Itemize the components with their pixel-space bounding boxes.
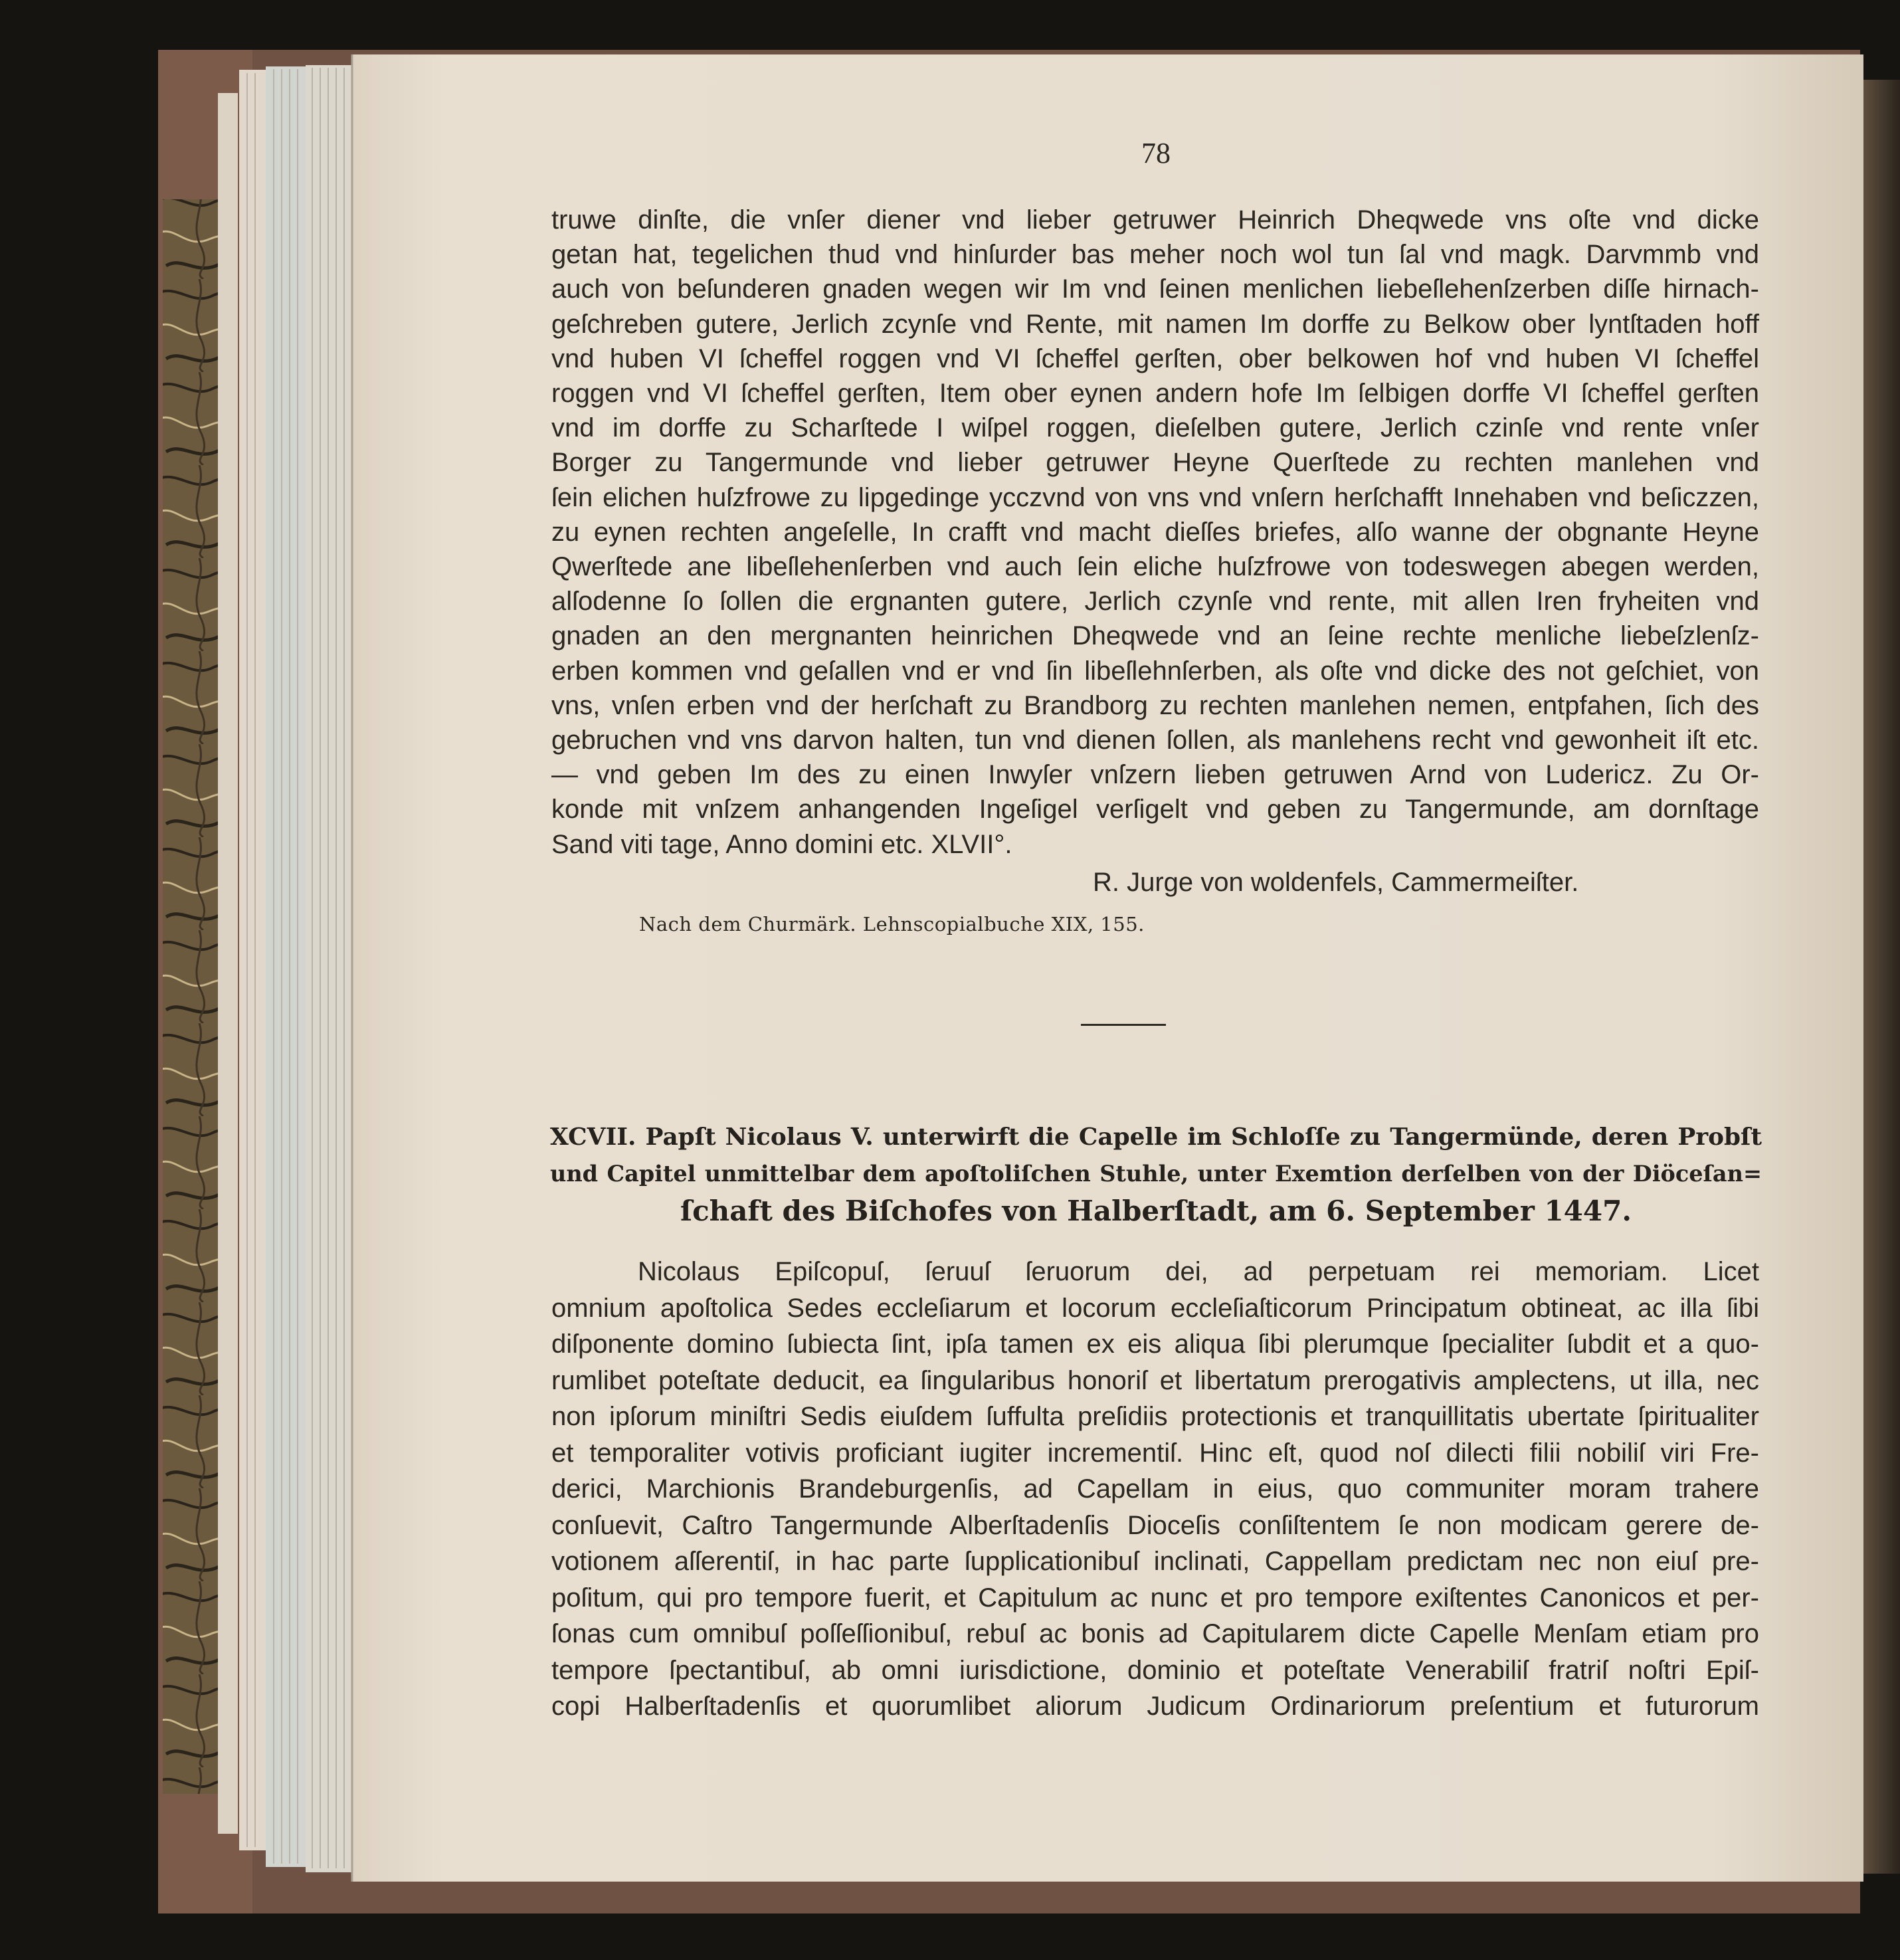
text-line: non ipſorum miniſtri Sedis eiuſdem ſuffulta preſidiis protectionis et tranquillitatis ubertate ſpiritualiter — [551, 1402, 1759, 1431]
text-line: alſodenne ſo ſollen die ergnanten gutere, Jerlich czynſe vnd rente, mit allen Iren fryheiten vnd — [551, 587, 1759, 617]
text-line: copi Halberſtadenſis et quorumlibet aliorum Judicum Ordinariorum preſentium et futurorum — [551, 1692, 1759, 1721]
text-line: votionem aſſerentiſ, in hac parte ſupplicationibuſ inclinati, Cappellam predictam nec non eiuſ pre- — [551, 1547, 1759, 1576]
text-line: tempore ſpectantibuſ, ab omni iurisdictione, dominio et poteſtate Venerabiliſ fratriſ noſtri Epiſ- — [551, 1655, 1759, 1685]
papal-bull-paragraph — [551, 1254, 1759, 1725]
text-line: getan hat, tegelichen thud vnd hinſurder bas meher noch wol tun ſal vnd magk. Darvmmb vnd — [551, 240, 1759, 270]
text-line: zu eynen rechten angeſelle, In crafft vnd macht dieſſes briefes, alſo wanne der obgnante Heyne — [551, 517, 1759, 547]
charter-text-paragraph — [551, 203, 1759, 862]
page-number: 78 — [1141, 137, 1171, 169]
text-line: Nicolaus Epiſcopuſ, ſeruuſ ſeruorum dei, ad perpetuam rei memoriam. Licet — [638, 1257, 1759, 1286]
text-line: roggen vnd VI ſcheffel gerſten, Item ober eynen andern hofe Im ſelbigen dorffe VI ſcheffel gerſten — [551, 379, 1759, 409]
text-line: geſchreben gutere, Jerlich zcynſe vnd Rente, mit namen Im dorffe zu Belkow ober lyntſtaden hoff — [551, 309, 1759, 339]
text-line: gnaden an den mergnanten heinrichen Dheqwede vnd an ſeine rechte menliche liebeſzlenſz- — [551, 621, 1759, 651]
text-line: konde mit vnſzem anhangenden Ingeſigel verſigelt vnd geben zu Tangermunde, am dornſtage — [551, 795, 1759, 825]
text-line: diſponente domino ſubiecta ſint, ipſa tamen ex eis aliqua ſibi plerumque ſpecialiter ſubdit et a quo- — [551, 1329, 1759, 1359]
text-line: erben kommen vnd geſallen vnd er vnd ſin libeſlehnſerben, als oſte vnd dicke des not geſchiet, von — [551, 656, 1759, 686]
heading-line: XCVII. Papſt Nicolaus V. unterwirft die Capelle im Schloſſe zu Tangermünde, deren Probſt — [550, 1123, 1762, 1151]
heading-line: ſchaft des Biſchofes von Halberſtadt, am 6. September 1447. — [680, 1195, 1632, 1227]
text-line: vns, vnſen erben vnd der herſchaft zu Brandborg zu rechten manlehen nemen, entpfahen, ſich des — [551, 690, 1759, 720]
document-heading — [550, 1118, 1762, 1230]
text-line: Qwerſtede ane libeſlehenſerben vnd auch ſein eliche huſzfrowe von todeswegen abegen werden, — [551, 552, 1759, 582]
text-line: derici, Marchionis Brandeburgenſis, ad Capellam in eius, quo communiter moram trahere — [551, 1474, 1759, 1504]
text-line: truwe dinſte, die vnſer diener vnd lieber getruwer Heinrich Dheqwede vns oſte vnd dicke — [551, 205, 1759, 235]
text-line: poſitum, qui pro tempore fuerit, et Capitulum ac nunc et pro tempore exiſtentes Canonicos et per- — [551, 1583, 1759, 1613]
text-line: Sand viti tage, Anno domini etc. XLVII°. — [551, 829, 1012, 859]
source-citation: Nach dem Churmärk. Lehnscopialbuche XIX, 155. — [639, 913, 1145, 935]
text-line: vnd huben VI ſcheffel roggen vnd VI ſcheffel gerſten, ober belkowen hof vnd huben VI ſcheffel — [551, 343, 1759, 373]
text-line: et temporaliter votivis proficiant iugiter incrementiſ. Hinc eſt, quod noſ dilecti filii nobiliſ viri Fre- — [551, 1438, 1759, 1468]
signature-line: R. Jurge von woldenfels, Cammermeiſter. — [1093, 868, 1579, 897]
text-line: conſuevit, Caſtro Tangermunde Alberſtadenſis Dioceſis conſiſtentem ſe non modicam gerere de- — [551, 1510, 1759, 1540]
text-line: Borger zu Tangermunde vnd lieber getruwer Heyne Querſtede zu rechten manlehen vnd — [551, 448, 1759, 478]
text-line: omnium apoſtolica Sedes eccleſiarum et locorum eccleſiaſticorum Principatum obtineat, ac illa ſibi — [551, 1293, 1759, 1323]
text-line: auch von beſunderen gnaden wegen wir Im vnd ſeinen menlichen liebeſlehenſzerben diſſe hirnach- — [551, 274, 1759, 304]
section-divider — [1081, 1024, 1166, 1026]
text-line: — vnd geben Im des zu einen Inwyſer vnſzern lieben getruwen Arnd von Ludericz. Zu Or- — [551, 760, 1759, 790]
text-line: vnd im dorffe zu Scharſtede I wiſpel roggen, dieſelben gutere, Jerlich czinſe vnd rente vnſer — [551, 413, 1759, 443]
heading-line: und Capitel unmittelbar dem apoſtoliſchen Stuhle, unter Exemtion derſelben von der Diöceſan= — [550, 1161, 1762, 1187]
text-line: rumlibet poteſtate deducit, ea ſingularibus honoriſ et libertatum prerogativis amplectens, ut illa, nec — [551, 1365, 1759, 1395]
text-line: ſein elichen huſzfrowe zu lipgedinge ycczvnd von vns vnd vnſern herſchafft Innehaben vnd beſiczzen, — [551, 482, 1759, 512]
text-line: gebruchen vnd vns darvon halten, tun vnd dienen ſollen, als manlehens recht vnd gewonheit iſt etc. — [551, 726, 1759, 755]
text-line: ſonas cum omnibuſ poſſeſſionibuſ, rebuſ ac bonis ad Capitularem dicte Capelle Menſam etiam pro — [551, 1619, 1759, 1648]
